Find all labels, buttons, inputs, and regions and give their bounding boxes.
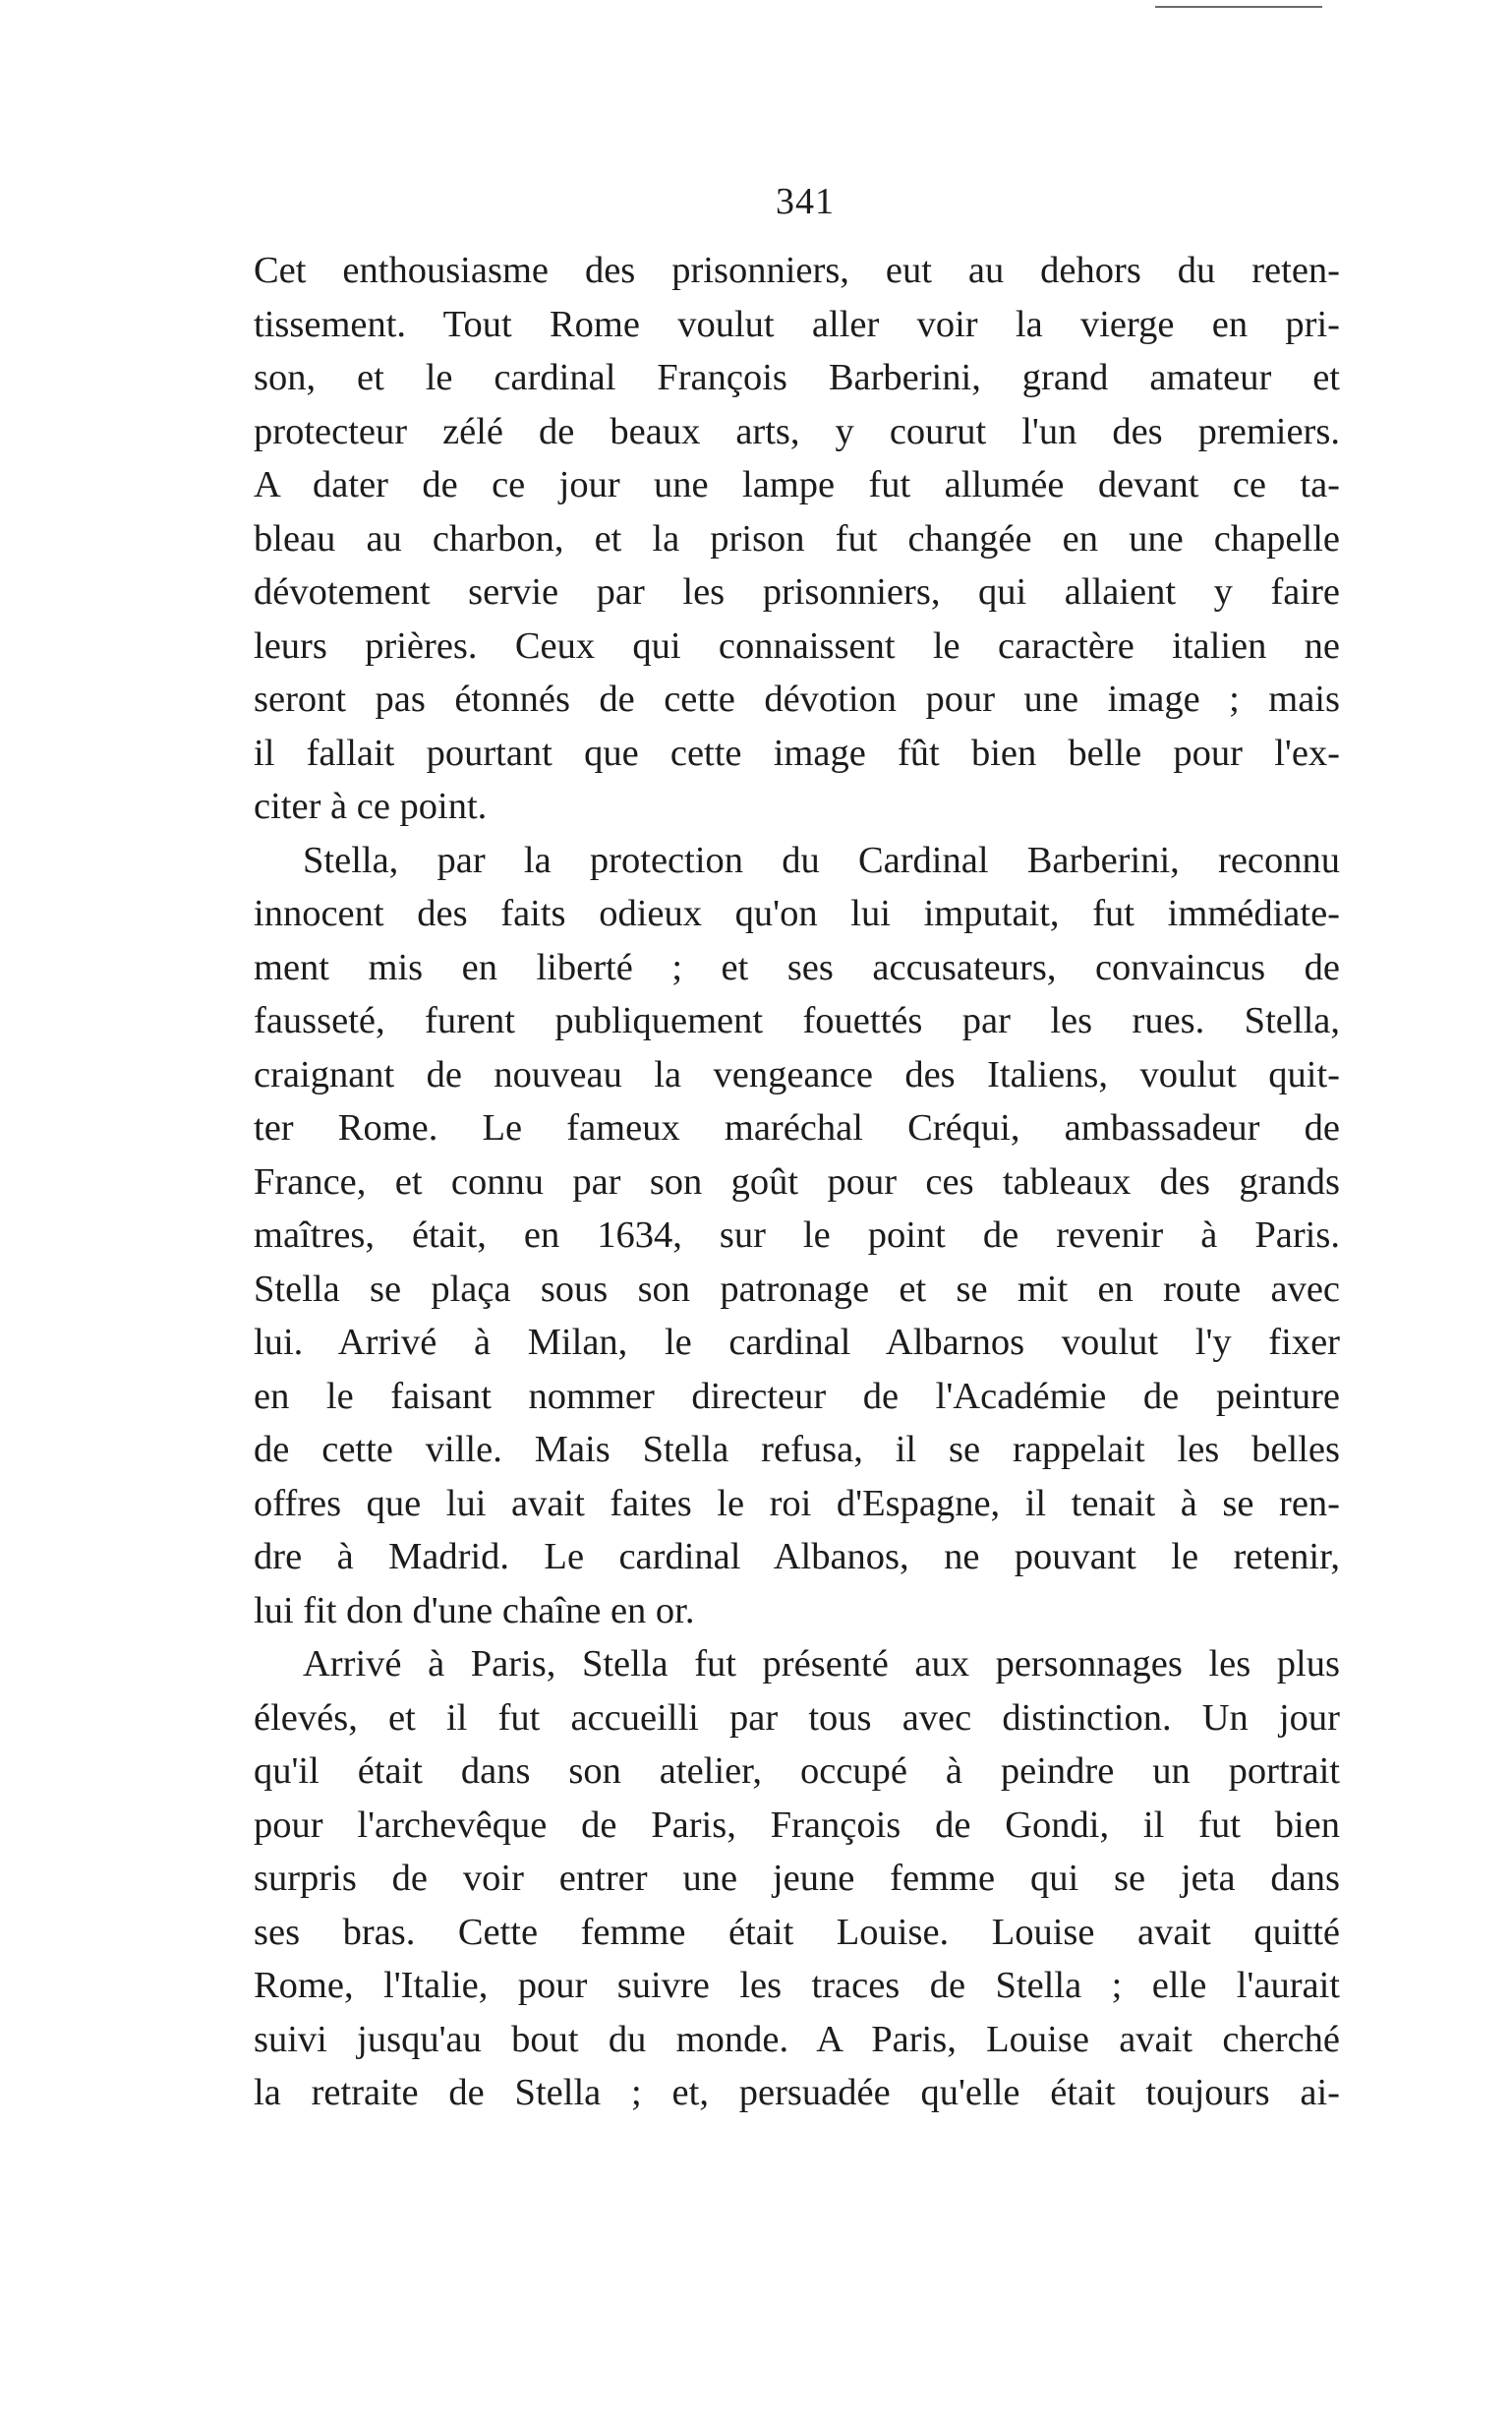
text-line: leurs prières. Ceux qui connaissent le caractère italien ne	[254, 624, 1340, 667]
text-line: surpris de voir entrer une jeune femme qui se jeta dans	[254, 1858, 1340, 1899]
text-line: Arrivé à Paris, Stella fut présenté aux personnages les plus	[303, 1643, 1340, 1685]
text-line: suivi jusqu'au bout du monde. A Paris, Louise avait cherché	[254, 2018, 1340, 2060]
text-line: A dater de ce jour une lampe fut allumée devant ce ta-	[254, 464, 1340, 505]
paragraph	[254, 244, 1340, 834]
text-line: lui fit don d'une chaîne en or.	[254, 1589, 695, 1631]
text-line: citer à ce point.	[254, 786, 488, 827]
page-number: 341	[776, 181, 835, 222]
text-line: qu'il était dans son atelier, occupé à peindre un portrait	[254, 1750, 1340, 1792]
text-line: protecteur zélé de beaux arts, y courut l'un des premiers.	[254, 410, 1340, 452]
text-line: en le faisant nommer directeur de l'Académie de peinture	[254, 1375, 1340, 1417]
text-line: innocent des faits odieux qu'on lui imputait, fut immédiate-	[254, 893, 1340, 934]
text-line: Stella se plaça sous son patronage et se mit en route avec	[254, 1268, 1340, 1310]
text-line: lui. Arrivé à Milan, le cardinal Albarnos voulut l'y fixer	[254, 1322, 1340, 1363]
body-text	[254, 244, 1340, 2120]
text-line: il fallait pourtant que cette image fût bien belle pour l'ex-	[254, 732, 1340, 774]
text-line: dre à Madrid. Le cardinal Albanos, ne pouvant le retenir,	[254, 1536, 1340, 1577]
text-line: Cet enthousiasme des prisonniers, eut au dehors du reten-	[254, 250, 1340, 291]
text-line: bleau au charbon, et la prison fut changée en une chapelle	[254, 517, 1340, 560]
text-line: son, et le cardinal François Barberini, grand amateur et	[254, 357, 1340, 398]
text-line: offres que lui avait faites le roi d'Espagne, il tenait à se ren-	[254, 1482, 1340, 1524]
text-line: Stella, par la protection du Cardinal Barberini, reconnu	[303, 839, 1340, 881]
text-line: craignant de nouveau la vengeance des Italiens, voulut quit-	[254, 1053, 1340, 1095]
text-line: tissement. Tout Rome voulut aller voir la vierge en pri-	[254, 303, 1340, 345]
paragraph	[254, 1637, 1340, 2120]
text-line: la retraite de Stella ; et, persuadée qu'elle était toujours ai-	[254, 2072, 1340, 2113]
text-line: ses bras. Cette femme était Louise. Louise avait quitté	[254, 1911, 1340, 1953]
text-line: de cette ville. Mais Stella refusa, il se rappelait les belles	[254, 1429, 1340, 1470]
text-line: ment mis en liberté ; et ses accusateurs, convaincus de	[254, 946, 1340, 988]
text-line: pour l'archevêque de Paris, François de Gondi, il fut bien	[254, 1803, 1340, 1846]
text-line: France, et connu par son goût pour ces tableaux des grands	[254, 1160, 1340, 1203]
text-line: fausseté, furent publiquement fouettés par les rues. Stella,	[254, 1000, 1340, 1041]
text-line: maîtres, était, en 1634, sur le point de revenir à Paris.	[254, 1214, 1340, 1256]
text-line: seront pas étonnés de cette dévotion pour une image ; mais	[254, 679, 1340, 720]
top-edge-rule	[1155, 6, 1322, 8]
text-line: ter Rome. Le fameux maréchal Créqui, ambassadeur de	[254, 1107, 1340, 1149]
text-line: élevés, et il fut accueilli par tous avec distinction. Un jour	[254, 1696, 1340, 1739]
text-line: Rome, l'Italie, pour suivre les traces de Stella ; elle l'aurait	[254, 1965, 1340, 2006]
paragraph	[254, 834, 1340, 1638]
text-line: dévotement servie par les prisonniers, qui allaient y faire	[254, 571, 1340, 613]
